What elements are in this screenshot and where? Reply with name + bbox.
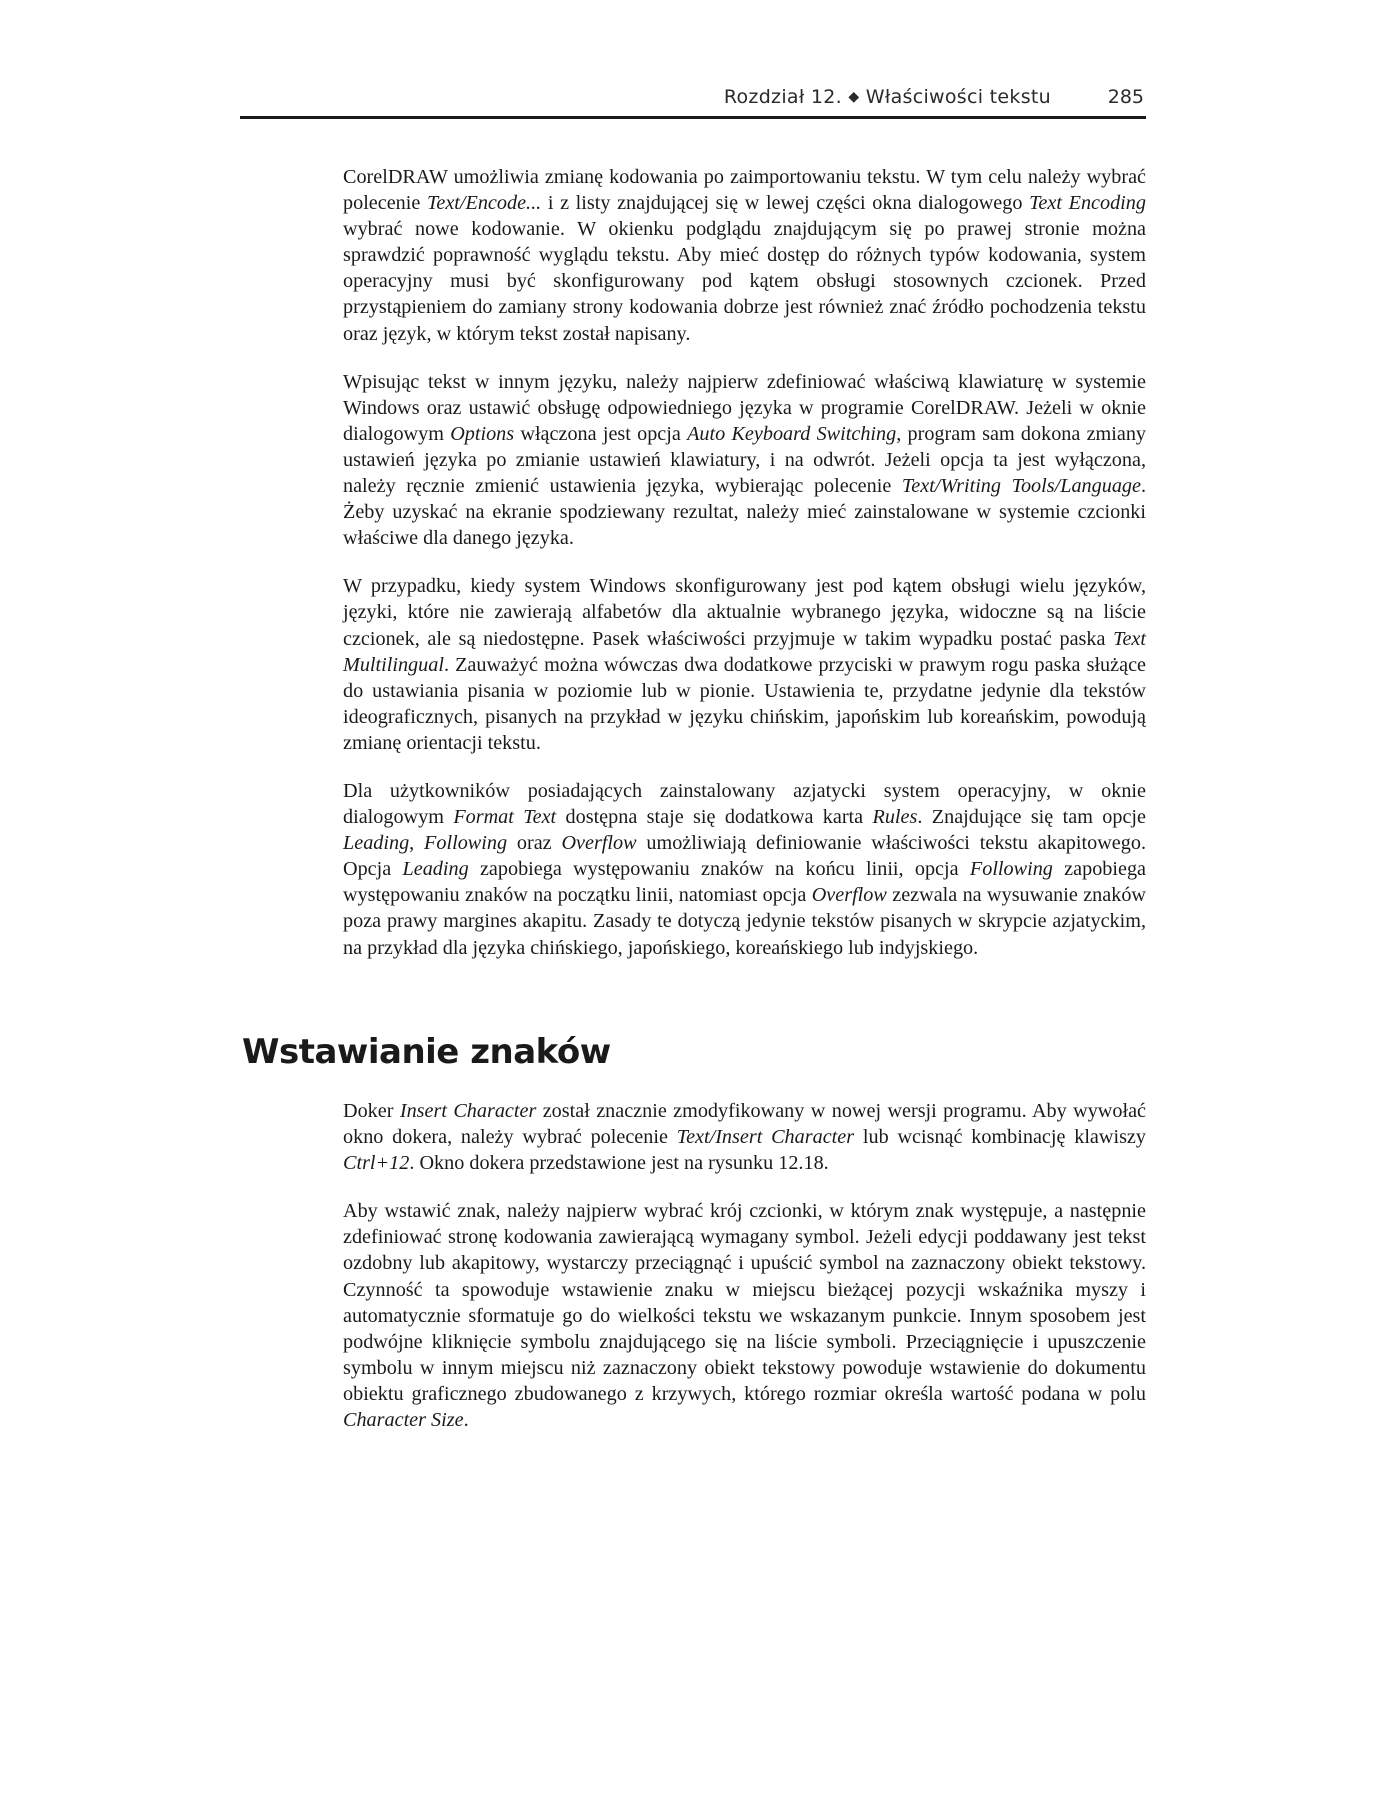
text-run: . [463, 1409, 469, 1432]
text-run: W przypadku, kiedy system Windows skonfigurowany jest pod kątem obsługi wielu języków, języki, które nie zawierają alfabetów dla aktualnie wybranego języka, widoczne są na liście czcionek, ale są niedostępne. Pasek właściwości przyjmuje w takim wypadku postać paska [343, 575, 1146, 650]
italic-term: Text Encoding [1029, 192, 1146, 215]
italic-term: Options [450, 422, 515, 445]
italic-term: Overflow [561, 832, 637, 855]
italic-term: Text/Encode... [426, 192, 542, 215]
paragraph [343, 1198, 1146, 1433]
text-run: Wpisując tekst w innym języku, należy najpierw zdefiniować właściwą klawiaturę w systemie Windows oraz ustawić obsługę odpowiedniego języka w programie CorelDRAW. Jeżeli w oknie dialogowym [343, 370, 1146, 445]
text-run: zapobiega występowaniu znaków na początku linii, natomiast opcja [343, 858, 1147, 907]
italic-term: Overflow [811, 884, 887, 907]
text-run: Dla użytkowników posiadających zainstalowany azjatycki system operacyjny, w oknie dialogowym [343, 779, 1146, 829]
italic-term: Following [424, 832, 508, 855]
text-run: . Żeby uzyskać na ekranie spodziewany rezultat, należy mieć zainstalowane w systemie czcionki właściwe dla danego języka. [343, 475, 1147, 550]
italic-term: Insert Character [399, 1100, 537, 1122]
diamond-separator-icon: ◆ [848, 89, 860, 105]
text-run: lub wcisnąć kombinację klawiszy [854, 1126, 1146, 1149]
chapter-number: Rozdział 12. [723, 86, 843, 108]
body-text-bottom [343, 1098, 1146, 1455]
text-run: i z listy znajdującej się w lewej części okna dialogowego [541, 192, 1030, 215]
page-number: 285 [1107, 86, 1144, 108]
paragraph [343, 573, 1146, 756]
italic-term: Auto Keyboard Switching [687, 422, 897, 445]
paragraph [343, 778, 1146, 961]
text-run: zapobiega występowaniu znaków na końcu linii, opcja [468, 858, 970, 881]
running-head [240, 82, 1146, 119]
text-run: , [409, 832, 425, 855]
italic-term: Leading [402, 858, 469, 881]
text-run: oraz [507, 832, 562, 855]
text-run: dostępna staje się dodatkowa karta [556, 806, 873, 829]
paragraph [343, 164, 1146, 347]
text-run: . Znajdujące się tam opcje [917, 806, 1146, 829]
text-run: . Okno dokera przedstawione jest na rysunku 12.18. [409, 1152, 829, 1175]
chapter-title: Właściwości tekstu [865, 86, 1051, 108]
italic-term: Leading [343, 832, 410, 855]
italic-term: Text/Insert Character [676, 1126, 855, 1149]
text-run: Doker [343, 1100, 400, 1122]
paragraph [343, 369, 1146, 552]
text-run: wybrać nowe kodowanie. W okienku podglądu znajdującym się po prawej stronie można sprawdzić poprawność wyglądu tekstu. Aby mieć dostęp do różnych typów kodowania, system operacyjny musi być skonfigurowany pod kątem obsługi stosownych czcionek. Przed przystąpieniem do zamiany strony kodowania dobrze jest również znać źródło pochodzenia tekstu oraz język, w którym tekst został napisany. [343, 218, 1146, 345]
text-run: CorelDRAW umożliwia zmianę kodowania po zaimportowaniu tekstu. W tym celu należy wybrać polecenie [343, 166, 1146, 215]
text-run: włączona jest opcja [514, 422, 688, 445]
italic-term: Text Multilingual [343, 627, 1146, 676]
italic-term: Format Text [453, 806, 557, 829]
text-run: zezwala na wysuwanie znaków poza prawy margines akapitu. Zasady te dotyczą jedynie tekstów pisanych w skrypcie azjatyckim, na przykład dla języka chińskiego, japońskiego, koreańskiego lub indyjskiego. [343, 884, 1146, 959]
body-text-top [343, 164, 1146, 983]
italic-term: Text/Writing Tools/Language [901, 475, 1141, 498]
italic-term: Ctrl+12 [343, 1152, 410, 1175]
section-heading: Wstawianie znaków [242, 1032, 611, 1072]
italic-term: Character Size [343, 1409, 464, 1432]
italic-term: Rules [872, 806, 918, 829]
text-run: Aby wstawić znak, należy najpierw wybrać krój czcionki, w którym znak występuje, a następnie zdefiniować stronę kodowania zawierającą wymagany symbol. Jeżeli edycji poddawany jest tekst ozdobny lub akapitowy, wystarczy przeciągnąć i upuścić symbol na zaznaczony obiekt tekstowy. Czynność ta spowoduje wstawienie znaku w miejscu bieżącej pozycji wskaźnika myszy i automatycznie sformatuje go do wielkości tekstu we wskazanym punkcie. Innym sposobem jest podwójne kliknięcie symbolu znajdującego się na liście symboli. Przeciągnięcie i upuszczenie symbolu w innym miejscu niż zaznaczony obiekt tekstowy powoduje wstawienie do dokumentu obiektu graficznego zbudowanego z krzywych, którego rozmiar określa wartość podana w polu [343, 1200, 1146, 1405]
running-head-chapter [724, 86, 1051, 108]
paragraph [343, 1098, 1146, 1176]
text-run: został znacznie zmodyfikowany w nowej wersji programu. Aby wywołać okno dokera, należy wybrać polecenie [343, 1100, 1146, 1149]
italic-term: Following [969, 858, 1053, 881]
text-run: , program sam dokona zmiany ustawień języka po zmianie ustawień klawiatury, i na odwrót. Jeżeli opcja ta jest wyłączona, należy ręcznie zmienić ustawienia języka, wybierając polecenie [343, 422, 1147, 498]
text-run: umożliwiają definiowanie właściwości tekstu akapitowego. Opcja [343, 832, 1146, 881]
text-run: . Zauważyć można wówczas dwa dodatkowe przyciski w prawym rogu paska służące do ustawiania pisania w poziomie lub w pionie. Ustawienia te, przydatne jedynie dla tekstów ideograficznych, pisanych na przykład w języku chińskim, japońskim lub koreańskim, powodują zmianę orientacji tekstu. [343, 653, 1146, 754]
